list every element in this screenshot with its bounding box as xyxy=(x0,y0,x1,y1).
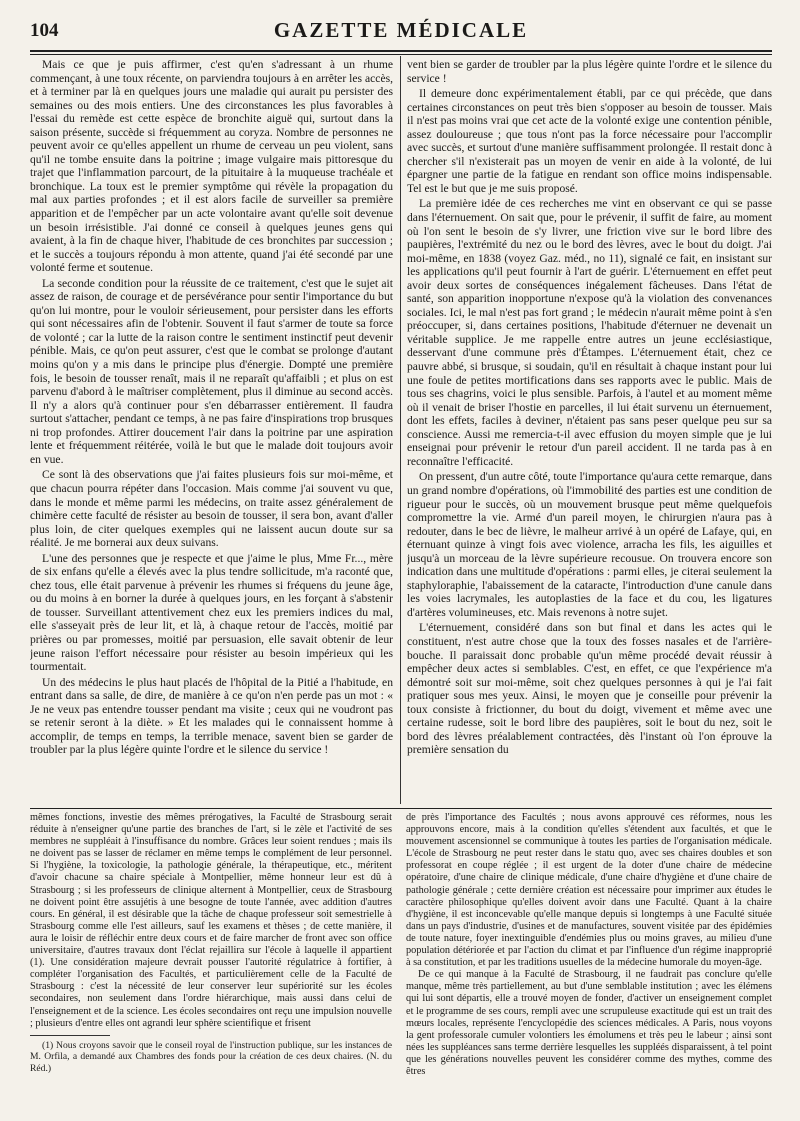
page-number: 104 xyxy=(30,20,59,41)
paragraph: On pressent, d'un autre côté, toute l'importance qu'aura cette remarque, dans un grand nombre d'opérations, où l'immobilité des parties est une condition de rigueur pour le succès, où un mouvement brusque peut même quelquefois compromettre la vie. Armé d'un pareil moyen, le chirurgien n'aura pas à redouter, dans le bec de lièvre, le malheur arrivé à un opéré de Lafaye, qui, en éternuant quinze à vingt fois avec violence, arracha les fils, les aiguilles et jusqu'à un morceau de la lèvre supérieure recousue. On trouvera encore son indication dans une multitude d'opérations : parmi elles, je citerai seulement la staphyloraphie, l'abaissement de la cataracte, l'introduction d'une canule dans les voies lacrymales, les autoplasties de la face et du cou, les ligatures d'artères volumineuses, etc. Mais revenons à notre sujet. xyxy=(407,470,772,619)
paragraph: de près l'importance des Facultés ; nous avons approuvé ces réformes, nous les approuvons encore, mais à la condition qu'elles s'étendent aux facultés, et que le mouvement ascensionnel se communique à toutes les parties de l'organisation médicale. L'école de Strasbourg ne peut rester dans le statu quo, avec ses chaires doubles et son professorat en coupe réglée ; il est urgent de la doter d'une chaire de médecine opératoire, d'une chaire de clinique médicale, d'une chaire d'hygiène et d'une chaire de pathologie générale ; cette dernière création est nécessaire pour imprimer aux études le caractère philosophique qu'elles doivent avoir dans une Faculté. Quant à la chaire d'hygiène, il est inconcevable qu'elle manque depuis si longtemps à une Faculté située dans un pays d'industrie, d'usines et de manufactures, souvent visitée par des épidémies de toute nature, foyer inextinguible d'endémies plus ou moins graves, au milieu d'une population détériorée et par l'action du climat et par l'influence d'un régime inapproprié à sa constitution, et par les traditions usuelles de la médecine humorale du moyen-âge. xyxy=(406,812,772,969)
header-rule-thin xyxy=(30,54,772,55)
paragraph: De ce qui manque à la Faculté de Strasbourg, il ne faudrait pas conclure qu'elle manque, même très partiellement, au but d'une semblable institution ; avec les élémens qui lui sont départis, elle a trouvé moyen de fonder, d'activer un enseignement complet et le programme de ses cours, rempli avec une scrupuleuse exactitude qui est un trait des mœurs locales, représente l'encyclopédie des sciences médicales. A Paris, nous voyons la gent professorale cumuler volontiers les émolumens et très peu le labeur ; ainsi sont nées les suppléances sans terme derrière lesquelles les suppléés disparaissent, à tel point que les générations nouvelles peuvent les considérer comme des mythes, comme des êtres xyxy=(406,969,772,1077)
paragraph: Il demeure donc expérimentalement établi, par ce qui précède, que dans certaines circonstances on peut très bien s'opposer au besoin de tousser. Mais il n'est pas moins vrai que cet acte de la volonté exige une contention pénible, assez douloureuse ; que tous n'ont pas la force nécessaire pour l'accomplir avec succès, et surtout d'une manière suffisamment prolongée. Il restait donc à chercher s'il n'existerait pas un moyen de venir en aide à la volonté, de lui épargner une partie de la fatigue en rendant son office moins indispensable. Tel est le but que je me suis proposé. xyxy=(407,87,772,195)
feuilleton-rule xyxy=(30,808,772,809)
paragraph: Un des médecins le plus haut placés de l'hôpital de la Pitié a l'habitude, en entrant dans sa salle, de dire, de manière à ce qu'on n'en perde pas un mot : « Je ne veux pas entendre tousser pendant ma visite ; ceux qui ne voudront pas se retenir seront à la diète. » Et les malades qui le connaissent homme à accomplir, de temps en temps, la terrible menace, savent bien se garder de troubler par la plus légère quinte l'ordre et le silence du service ! xyxy=(30,675,393,757)
paragraph: Ce sont là des observations que j'ai faites plusieurs fois sur moi-même, et que chacun pourra répéter dans l'occasion. Mais comme j'ai souvent vu que, dans le monde et même parmi les médecins, on traite assez généralement de chimère cette faculté de résister au besoin de tousser, il sera bon, avant d'aller plus loin, de citer quelques exemples qui ne laissent aucun doute sur sa réalité. Je me bornerai aux deux suivans. xyxy=(30,468,393,550)
footnote: (1) Nous croyons savoir que le conseil royal de l'instruction publique, sur les instances de M. Orfila, a demandé aux Chambres des fonds pour la création de ces deux chaires. (N. du Réd.) xyxy=(30,1039,392,1074)
right-column xyxy=(407,58,772,806)
feuilleton-right-column xyxy=(406,812,772,1102)
column-divider xyxy=(400,56,401,804)
paragraph: La seconde condition pour la réussite de ce traitement, c'est que le sujet ait assez de raison, de courage et de persévérance pour sentir l'importance du but qu'on lui montre, pour le vouloir sérieusement, pour persister dans les efforts qui sont nécessaires afin de l'obtenir. Souvent il faut s'armer de toute sa force de volonté ; car la lutte de la raison contre le sentiment instinctif peut devenir pénible. Mais, ce qu'on peut assurer, c'est que le combat se prolonge d'autant moins qu'on y a mis dans le principe plus d'énergie. Dompté une première fois, le besoin de tousser renaît, mais il ne reparaît qu'affaibli ; et plus on est parvenu d'abord à le maîtriser complètement, plus il diminue au second accès. Il n'y a alors qu'à continuer pour s'en débarrasser entièrement. Il faudra surtout s'attacher, pendant ce temps, à ne pas faire d'inspirations trop brusques ni trop profondes. Attirer doucement l'air dans la poitrine par une aspiration lente et fréquemment réitérée, voilà le but que le malade doit toujours avoir en vue. xyxy=(30,276,393,466)
journal-title: GAZETTE MÉDICALE xyxy=(273,18,529,42)
paragraph: L'une des personnes que je respecte et que j'aime le plus, Mme Fr..., mère de six enfans qu'elle a élevés avec la plus tendre sollicitude, m'a raconté que, chez tous, elle était parvenue à prévenir les rhumes si fréquens du jeune âge, ou du moins à en borner la durée à quelques jours, en les forçant à s'abstenir de tousser. Surveillant attentivement chez eux les premiers indices du mal, elle s'asseyait près de leur lit, et là, à chaque retour de l'accès, moitié par prières ou par promesses, moitié par persuasion, elle savait obtenir de leur jeune raison l'effort nécessaire pour résister au besoin impérieux qui les tourmentait. xyxy=(30,551,393,674)
paragraph: Mais ce que je puis affirmer, c'est qu'en s'adressant à un rhume commençant, à une toux récente, on parviendra toujours à en arrêter les accès, et à terminer par là en quelques jours une maladie qui aurait pu persister des semaines ou des mois entiers. Une des circonstances les plus favorables à l'essai du remède est cette espèce de bronchite aiguë qui, surtout dans la saison présente, succède si fréquemment au coryza. Nombre de personnes ne peuvent avoir ce qu'elles appellent un rhume de cerveau un peu violent, sans qu'il ne tombe ensuite dans la poitrine ; image vulgaire mais pittoresque du trajet que l'inflammation parcourt, de la pituitaire à la muqueuse trachéale et bronchique. La toux est le premier symptôme qui révèle la propagation du mal aux parties profondes ; et il est alors facile de surveiller sa première apparition et de l'empêcher par un acte volontaire avant qu'elle soit devenue un besoin irrésistible. J'ai donné ce conseil à quelques jeunes gens qui avaient, à la fin de chaque hiver, l'habitude de ces bronchites par succession ; et le succès a toujours répondu à mon attente, quand j'ai été secondé par une volonté ferme et soutenue. xyxy=(30,58,393,275)
feuilleton-left-column xyxy=(30,812,392,1100)
left-column xyxy=(30,58,393,806)
header-rule xyxy=(30,50,772,52)
footnote-rule xyxy=(30,1035,110,1036)
paragraph: L'éternuement, considéré dans son but final et dans les actes qui le constituent, n'est autre chose que la toux des fosses nasales et de l'arrière-bouche. Il paraissait donc probable qu'un même procédé devait réussir à empêcher deux actes si semblables. C'est, en effet, ce que l'expérience m'a démontré soit sur moi-même, soit chez quelques personnes à qui je l'ai fait pratiquer sous mes yeux. Ainsi, le moyen que je conseille pour prévenir la toux consiste à frictionner, du bout du doigt, vivement et même avec une certaine rudesse, soit le bord libre des paupières, soit le bout du nez, soit le bord des lèvres préalablement contractées, dès l'instant où l'on éprouve la première sensation du xyxy=(407,621,772,757)
paragraph: mêmes fonctions, investie des mêmes prérogatives, la Faculté de Strasbourg serait réduite à n'enseigner qu'une partie des branches de l'art, si le zèle et l'activité de ses membres ne suppléait à l'insuffisance du nombre. Grâces leur soient rendues ; mais ils ne doivent pas se lasser de réclamer en même temps le complément de leur personnel. Si l'hygiène, la toxicologie, la pathologie générale, la thérapeutique, etc., méritent d'avoir chacune sa chaire spéciale à Montpellier, même honneur leur est dû à Strasbourg ; si les professeurs de clinique alternent à Montpellier, ceux de Strasbourg ne doivent point être assujétis à une besogne de toute l'année, avec addition d'autres cours. En général, il est désirable que la tâche de chaque professeur soit semestrielle à Strasbourg comme elle l'est ailleurs, sauf les examens et thèses ; de cette manière, il aura le loisir de réfléchir entre deux cours et de faire marcher de front avec son office universitaire, d'autres travaux dont l'éclat rejaillira sur l'école à laquelle il appartient (1). Une considération majeure devrait pousser l'autorité régulatrice à fortifier, à compléter l'organisation des Facultés, et particulièrement celle de la Faculté de Strasbourg : c'est la nécessité de leur conserver leur supériorité sur les écoles secondaires, non seulement dans l'ordre hiérarchique, mais aussi dans celui de l'enseignement et de la science. Les écoles secondaires ont reçu une impulsion nouvelle ; plusieurs d'entre elles ont agrandi leur sphère scientifique et frisent xyxy=(30,812,392,1029)
page-header xyxy=(30,18,772,48)
paragraph: La première idée de ces recherches me vint en observant ce qui se passe dans l'éternuement. On sait que, pour le prévenir, il suffit de faire, au moment où l'on sent le besoin de s'y livrer, une friction vive sur le bord libre des paupières, l'extrémité du nez ou le bord des lèvres, avec le bout du doigt. J'ai moi-même, en 1838 (voyez Gaz. méd., no 11), signalé ce fait, en insistant sur les applications qu'il peut fournir à l'art de guérir. L'éternuement en effet peut avoir deux sortes de conséquences inégalement fâcheuses. Dans l'état de santé, son apparition inopportune n'expose qu'à la violation des convenances sociales. Ici, le mal n'est pas fort grand ; le médecin n'aurait même point à s'en préoccuper, si, dans certaines positions, l'habitude d'éternuer ne devenait un véritable supplice. Je me rappelle entre autres un jeune ecclésiastique, desservant d'une commune près d'Étampes. L'éternuement était, chez ce pauvre abbé, si brusque, si soudain, qu'il en résultait à chaque instant pour lui une foule de petites mortifications dans ses rapports avec le public. Mais de tous ses chagrins, voici le plus sensible. Parfois, à l'autel et au moment même où il venait de briser l'hostie en parcelles, il lui était survenu un éternuement, dont les effets, faciles à deviner, n'étaient pas sans peser quelque peu sur sa conscience. Aussi me remercia-t-il avec effusion du moyen simple que je lui enseignai pour prévenir le retour d'un pareil accident. Il ne tarda pas à en reconnaître l'efficacité. xyxy=(407,197,772,468)
paragraph: vent bien se garder de troubler par la plus légère quinte l'ordre et le silence du service ! xyxy=(407,58,772,85)
